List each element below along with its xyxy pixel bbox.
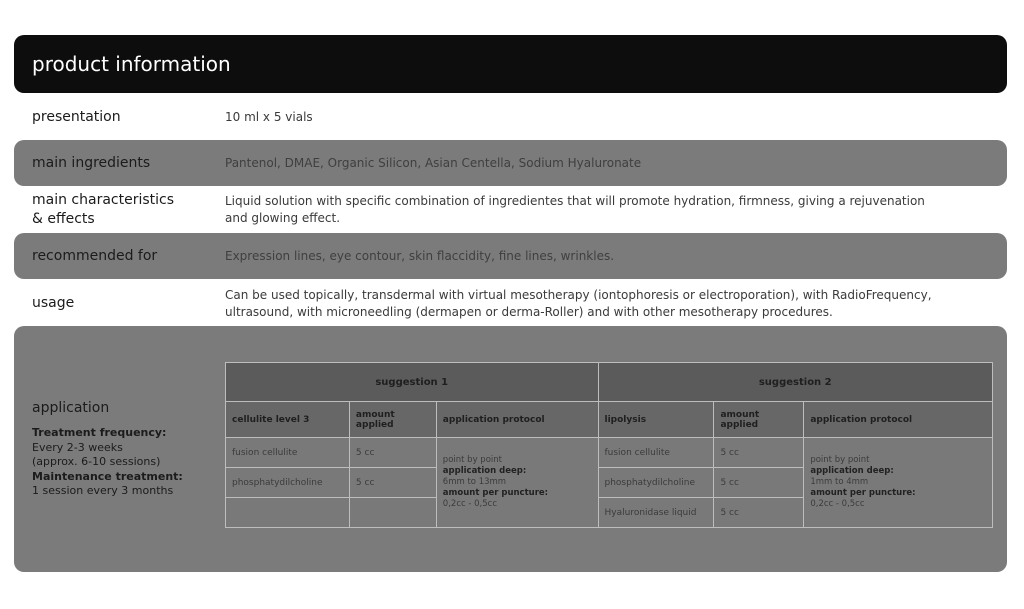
suggestion2-header: suggestion 2 <box>598 363 993 402</box>
s2-col-amount: amount applied <box>714 402 804 438</box>
s2-product-cell: fusion cellulite <box>598 438 714 468</box>
s2-puncture-value: 0,2cc - 0,5cc <box>810 499 865 509</box>
suggestions-table <box>225 362 993 528</box>
s1-deep-title: application deep: <box>442 466 527 476</box>
s1-amount-cell <box>349 498 436 528</box>
header-bar <box>14 35 1007 93</box>
s2-amount-cell: 5 cc <box>714 498 804 528</box>
row-usage <box>14 283 1007 325</box>
s1-puncture-title: amount per puncture: <box>442 488 549 498</box>
recommended-value: Expression lines, eye contour, skin flaccidity, fine lines, wrinkles. <box>225 249 615 263</box>
s1-amount-cell: 5 cc <box>349 438 436 468</box>
usage-value-line1: Can be used topically, transdermal with virtual mesotherapy (iontophoresis or electroporation), with RadioFrequency, <box>225 288 932 302</box>
row-characteristics <box>14 188 1007 230</box>
maintenance-value: 1 session every 3 months <box>32 484 174 497</box>
ingredients-label: main ingredients <box>32 155 151 171</box>
s1-col-amount: amount applied <box>349 402 436 438</box>
row-main-ingredients <box>14 140 1007 186</box>
s1-product-cell: fusion cellulite <box>226 438 350 468</box>
s1-protocol-cell <box>436 438 598 528</box>
maintenance-title: Maintenance treatment: <box>32 469 183 483</box>
ingredients-value: Pantenol, DMAE, Organic Silicon, Asian Centella, Sodium Hyaluronate <box>225 156 642 170</box>
frequency-line1: Every 2-3 weeks <box>32 440 123 454</box>
characteristics-label-line2: & effects <box>32 211 95 227</box>
characteristics-value <box>225 193 945 227</box>
s1-product-cell <box>226 498 350 528</box>
s2-product-cell: Hyaluronidase liquid <box>598 498 714 528</box>
usage-value <box>225 287 945 321</box>
s1-protocol-line1: point by point <box>442 455 502 465</box>
frequency-line2: (approx. 6-10 sessions) <box>32 455 161 468</box>
table-row <box>226 438 993 468</box>
page-title: product information <box>32 52 231 76</box>
s2-col-protocol: application protocol <box>804 402 993 438</box>
s2-protocol-line1: point by point <box>810 455 870 465</box>
frequency-title: Treatment frequency: <box>32 426 167 439</box>
s2-puncture-title: amount per puncture: <box>810 488 916 498</box>
characteristics-value-line2: and glowing effect. <box>225 211 341 225</box>
s1-amount-cell: 5 cc <box>349 468 436 498</box>
suggestion1-header: suggestion 1 <box>226 363 599 402</box>
recommended-label: recommended for <box>32 248 158 264</box>
s2-amount-cell: 5 cc <box>714 438 804 468</box>
s1-col-protocol: application protocol <box>436 402 598 438</box>
presentation-value: 10 ml x 5 vials <box>225 110 313 124</box>
s2-amount-cell: 5 cc <box>714 468 804 498</box>
characteristics-label-line1: main characteristics <box>32 192 175 208</box>
s2-protocol-cell <box>804 438 993 528</box>
s2-col-product: lipolysis <box>598 402 714 438</box>
usage-label: usage <box>32 295 75 311</box>
s1-product-cell: phosphatydilcholine <box>226 468 350 498</box>
s2-deep-value: 1mm to 4mm <box>810 477 869 487</box>
characteristics-value-line1: Liquid solution with specific combination of ingredientes that will promote hydration, firmness, giving a rejuvenation <box>225 194 925 208</box>
application-label: application <box>32 400 110 416</box>
s2-deep-title: application deep: <box>810 466 894 476</box>
s1-col-product: cellulite level 3 <box>226 402 350 438</box>
application-panel <box>14 326 1007 572</box>
application-notes <box>32 426 212 499</box>
row-recommended-for <box>14 233 1007 279</box>
row-presentation <box>14 100 1007 138</box>
usage-value-line2: ultrasound, with microneedling (dermapen or derma-Roller) and with other mesotherapy procedures. <box>225 305 833 319</box>
presentation-label: presentation <box>32 109 121 125</box>
characteristics-label <box>32 191 174 229</box>
s1-puncture-value: 0,2cc - 0,5cc <box>442 499 497 509</box>
s1-deep-value: 6mm to 13mm <box>442 477 507 487</box>
s2-product-cell: phosphatydilcholine <box>598 468 714 498</box>
